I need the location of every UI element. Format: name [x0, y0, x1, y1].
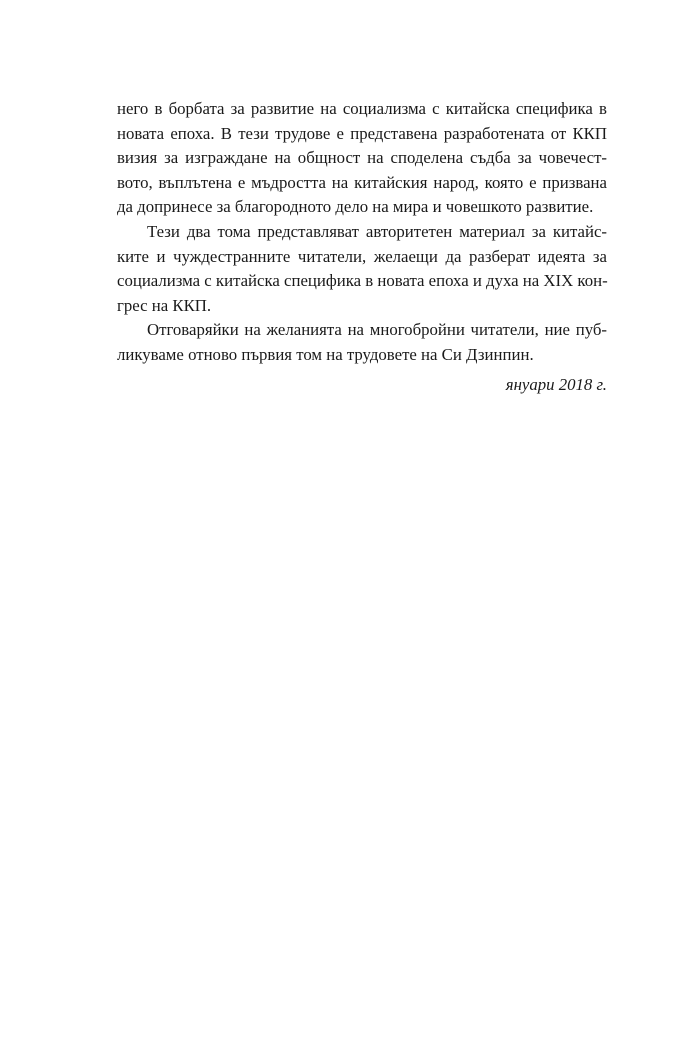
paragraph-1-line-4: вото, въплътена е мъдростта на китайския народ, която е призвана — [117, 172, 607, 192]
paragraph-3-line-1: Отговаряйки на желанията на многобройни читатели, ние пуб- — [147, 320, 607, 340]
paragraph-2-line-4: грес на ККП. — [117, 295, 212, 315]
paragraph-1-line-2: новата епоха. В тези трудове е представена разработената от ККП — [117, 123, 607, 143]
paragraph-1-line-5: да допринесе за благородното дело на мира и човешкото развитие. — [117, 197, 594, 217]
paragraph-1-line-3: визия за изграждане на общност на споделена съдба за човечест- — [117, 148, 607, 168]
paragraph-2-line-3: социализма с китайска специфика в новата епоха и духа на XIX кон- — [117, 271, 608, 291]
paragraph-2-line-1: Тези два тома представляват авторитетен материал за китайс- — [147, 221, 607, 241]
paragraph-3-line-2: ликуваме отново първия том на трудовете на Си Дзинпин. — [117, 344, 534, 364]
paragraph-1-line-1: него в борбата за развитие на социализма с китайска специфика в — [117, 99, 607, 118]
paragraph-2-line-2: ките и чуждестранните читатели, желаещи да разберат идеята за — [117, 246, 607, 266]
signature-date: януари 2018 г. — [505, 375, 607, 394]
body-text — [117, 97, 607, 368]
